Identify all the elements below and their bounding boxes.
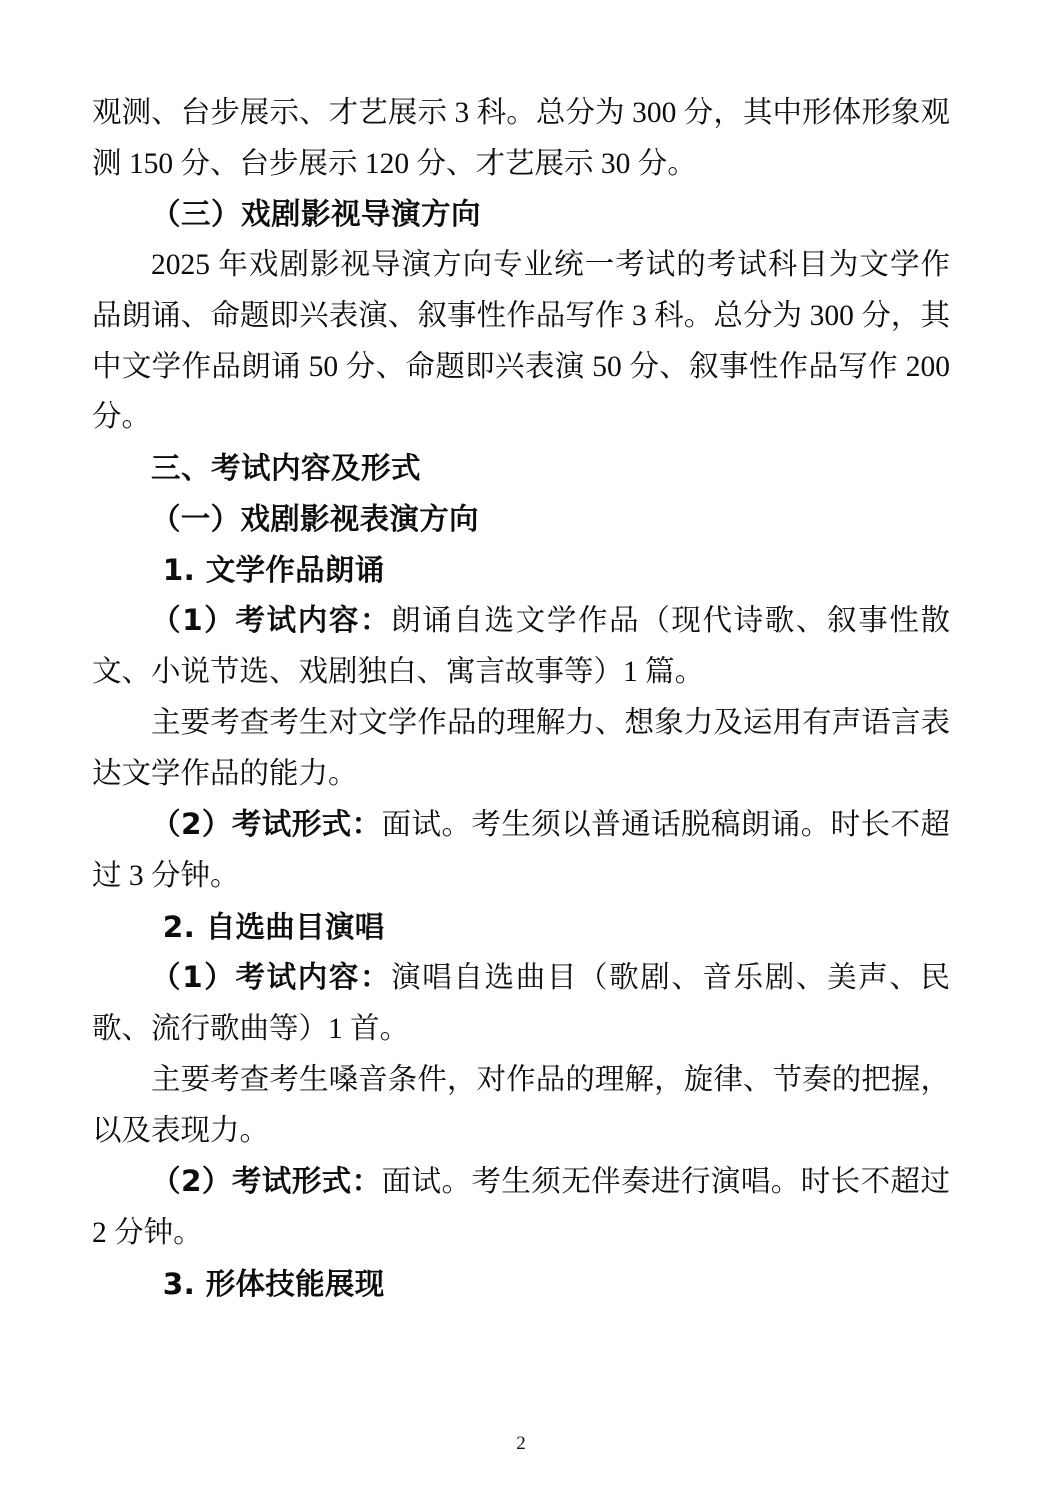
item-singing-format (92, 1156, 950, 1258)
item-heading-singing: 2. 自选曲目演唱 (162, 909, 385, 944)
paragraph-continuation: 观测、台步展示、才艺展示 3 科。总分为 300 分，其中形体形象观测 150 分、台步展示 120 分、才艺展示 30 分。 (92, 97, 950, 180)
text-exam-content-2: 演唱自选曲目（歌剧、音乐剧、美声、民歌、流行歌曲等）1 首。 (92, 962, 950, 1046)
item-recitation-note: 主要考查考生对文学作品的理解力、想象力及运用有声语言表达文学作品的能力。 (92, 706, 950, 790)
text-exam-content-1: 朗诵自选文学作品（现代诗歌、叙事性散文、小说节选、戏剧独白、寓言故事等）1 篇。 (92, 605, 950, 689)
item-heading-physical-skills: 3. 形体技能展现 (162, 1266, 385, 1301)
item-heading-recitation: 1. 文学作品朗诵 (162, 552, 385, 587)
label-exam-content-1: （1）考试内容： (151, 603, 392, 638)
item-recitation-content (92, 595, 950, 697)
label-exam-content-2: （1）考试内容： (151, 960, 392, 995)
text-exam-format-1: 面试。考生须以普通话脱稿朗诵。时长不超过 3 分钟。 (92, 809, 950, 893)
page-number: 2 (516, 1433, 526, 1454)
item-singing-content (92, 952, 950, 1054)
item-recitation-format (92, 799, 950, 901)
label-exam-format-2: （2）考试形式： (151, 1164, 382, 1199)
section-heading-exam-content: 三、考试内容及形式 (151, 451, 422, 486)
paragraph-directing-subjects: 2025 年戏剧影视导演方向专业统一考试的考试科目为文学作品朗诵、命题即兴表演、叙事性作品写作 3 科。总分为 300 分，其中文学作品朗诵 50 分、命题即兴表演 50 分、叙事性作品写作 200 分。 (92, 249, 950, 434)
section-heading-drama-directing: （三）戏剧影视导演方向 (151, 197, 482, 232)
label-exam-format-1: （2）考试形式： (151, 807, 382, 842)
document-body (92, 88, 950, 1310)
item-singing-note: 主要考查考生嗓音条件，对作品的理解，旋律、节奏的把握，以及表现力。 (92, 1063, 950, 1147)
text-exam-format-2: 面试。考生须无伴奏进行演唱。时长不超过 2 分钟。 (92, 1166, 950, 1250)
subsection-heading-performance: （一）戏剧影视表演方向 (151, 501, 479, 536)
